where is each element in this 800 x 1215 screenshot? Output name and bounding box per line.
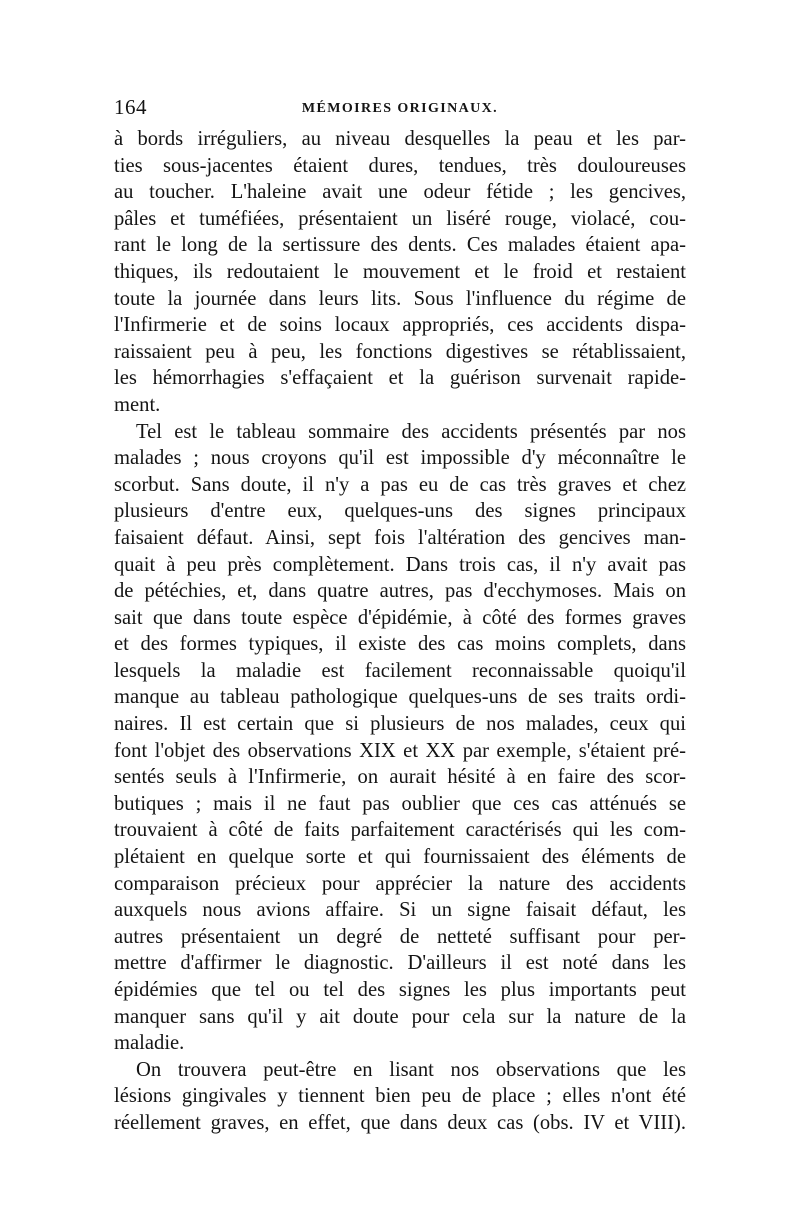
running-title: MÉMOIRES ORIGINAUX. [301,101,499,116]
text-line: et des formes typiques, il existe des cas moins complets, dans [114,633,686,656]
text-line: Tel est le tableau sommaire des accidents présentés par nos [136,420,686,443]
text-line: maladie. [114,1032,185,1055]
text-line: lesquels la maladie est facilement reconnaissable quoiqu'il [114,659,686,682]
text-line: malades ; nous croyons qu'il est impossible d'y méconnaître le [114,447,686,470]
text-line: ties sous-jacentes étaient dures, tendues, très douloureuses [114,154,686,177]
text-line: rant le long de la sertissure des dents. Ces malades étaient apa- [114,234,686,257]
running-head [114,92,686,122]
text-line: ment. [114,393,161,416]
text-line: plétaient en quelque sorte et qui fournissaient des éléments de [114,846,686,869]
text-line: au toucher. L'haleine avait une odeur fétide ; les gencives, [114,181,686,204]
body-text [114,126,686,1137]
text-line: mettre d'affirmer le diagnostic. D'ailleurs il est noté dans les [114,952,686,975]
page-number: 164 [114,95,147,119]
text-line: les hémorrhagies s'effaçaient et la guérison survenait rapide- [114,367,686,390]
text-line: comparaison précieux pour apprécier la nature des accidents [114,872,686,895]
text-line: trouvaient à côté de faits parfaitement caractérisés qui les com- [114,819,686,842]
text-line: de pétéchies, et, dans quatre autres, pas d'ecchymoses. Mais on [114,580,686,603]
text-line: scorbut. Sans doute, il n'y a pas eu de cas très graves et chez [114,473,686,496]
text-line: font l'objet des observations XIX et XX par exemple, s'étaient pré- [114,739,686,762]
text-line: On trouvera peut-être en lisant nos observations que les [136,1058,686,1081]
text-line: lésions gingivales y tiennent bien peu de place ; elles n'ont été [114,1085,686,1108]
text-line: thiques, ils redoutaient le mouvement et le froid et restaient [114,260,686,283]
text-line: manque au tableau pathologique quelques-uns de ses traits ordi- [114,686,686,709]
text-line: l'Infirmerie et de soins locaux appropriés, ces accidents dispa- [114,314,686,337]
text-line: manquer sans qu'il y ait doute pour cela sur la nature de la [114,1005,686,1028]
text-line: toute la journée dans leurs lits. Sous l'influence du régime de [114,287,686,310]
text-line: pâles et tuméfiées, présentaient un liséré rouge, violacé, cou- [114,207,686,230]
text-line: naires. Il est certain que si plusieurs de nos malades, ceux qui [114,713,686,736]
book-page [114,92,686,1137]
text-line: à bords irréguliers, au niveau desquelles la peau et les par- [114,128,686,150]
text-line: épidémies que tel ou tel des signes les plus importants peut [114,979,686,1001]
text-line: plusieurs d'entre eux, quelques-uns des signes principaux [114,500,686,523]
text-line: autres présentaient un degré de netteté suffisant pour per- [114,925,686,948]
text-line: auxquels nous avions affaire. Si un signe faisait défaut, les [114,899,686,922]
text-line: quait à peu près complètement. Dans trois cas, il n'y avait pas [114,553,686,576]
text-line: butiques ; mais il ne faut pas oublier que ces cas atténués se [114,792,686,815]
text-line: réellement graves, en effet, que dans deux cas (obs. IV et VIII). [114,1111,686,1134]
text-line: raissaient peu à peu, les fonctions digestives se rétablissaient, [114,340,686,363]
text-line: faisaient défaut. Ainsi, sept fois l'altération des gencives man- [114,526,686,549]
text-line: sentés seuls à l'Infirmerie, on aurait hésité à en faire des scor- [114,766,686,789]
text-line: sait que dans toute espèce d'épidémie, à côté des formes graves [114,606,686,629]
